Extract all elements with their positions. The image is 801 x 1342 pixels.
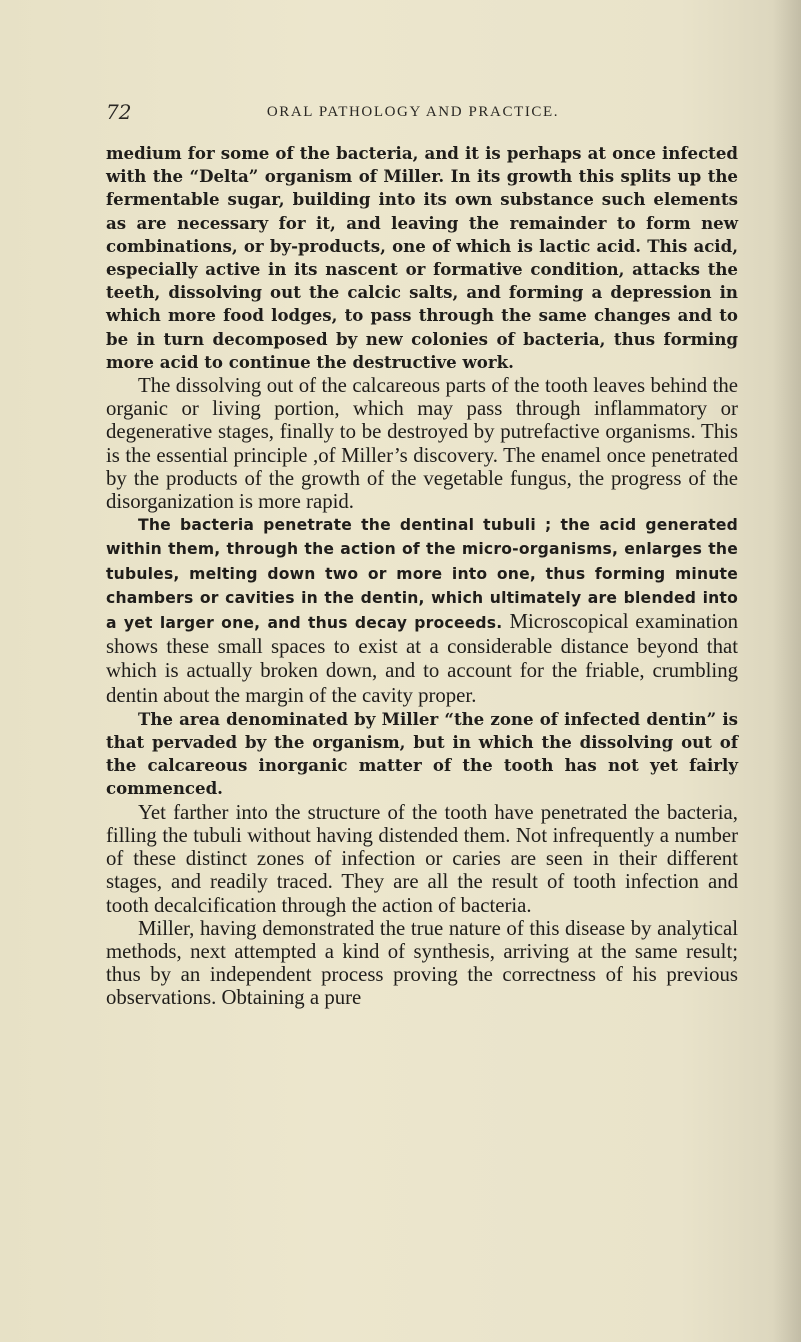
page-number: 72 bbox=[106, 100, 132, 124]
page-edge-shadow bbox=[773, 0, 801, 1342]
page-header bbox=[106, 100, 738, 130]
paragraph-5: The area denominated by Miller “the zone of infected dentin” is that pervaded by the organism, but in which the dissolving out of the calcareous inorganic matter of the tooth has not yet fairly commenced. bbox=[106, 708, 738, 799]
paragraph-4: Microscopical examination shows these small spaces to exist at a considerable distance beyond that which is actually broken down, and to account for the friable, crumbling dentin about the margin of the cavity proper. bbox=[106, 610, 738, 707]
paragraph-3-4-block bbox=[106, 513, 738, 708]
paragraph-2: The dissolving out of the calcareous parts of the tooth leaves behind the organic or living portion, which may pass through inflammatory or degenerative stages, finally to be destroyed by putrefactive organisms. This is the essential principle ,of Miller’s discovery. The enamel once penetrated by the products of the growth of the vegetable fungus, the progress of the disorganization is more rapid. bbox=[106, 374, 738, 514]
running-head: ORAL PATHOLOGY AND PRACTICE. bbox=[266, 104, 560, 120]
paragraph-1: medium for some of the bacteria, and it is perhaps at once infected with the “Delta” organism of Miller. In its growth this splits up the fermentable sugar, building into its own substance such elements as are necessary for it, and leaving the remainder to form new combinations, or by-products, one of which is lactic acid. This acid, especially active in its nascent or formative condition, attacks the teeth, dissolving out the calcic salts, and forming a depression in which more food lodges, to pass through the same changes and to be in turn decomposed by new colonies of bacteria, thus forming more acid to continue the destructive work. bbox=[106, 143, 738, 372]
paragraph-6: Yet farther into the structure of the tooth have penetrated the bacteria, filling the tubuli without having distended them. Not infrequently a number of these distinct zones of infection or caries are seen in their different stages, and readily traced. They are all the result of tooth infection and tooth decalcification through the action of bacteria. bbox=[106, 800, 738, 917]
page-body bbox=[106, 142, 738, 1010]
paragraph-3-text: The bacteria penetrate the dentinal tubuli ; the acid generated within them, through the action of the micro-organisms, enlarges the tubules, melting down two or more into one, thus forming minute chambers or cavities in the dentin, which ultimately are blended into a yet larger one, and thus decay proceeds. bbox=[106, 516, 738, 633]
paragraph-7: Miller, having demonstrated the true nature of this disease by analytical methods, next attempted a kind of synthesis, arriving at the same result; thus by an independent process proving the correctness of his previous observations. Obtaining a pure bbox=[106, 916, 738, 1010]
